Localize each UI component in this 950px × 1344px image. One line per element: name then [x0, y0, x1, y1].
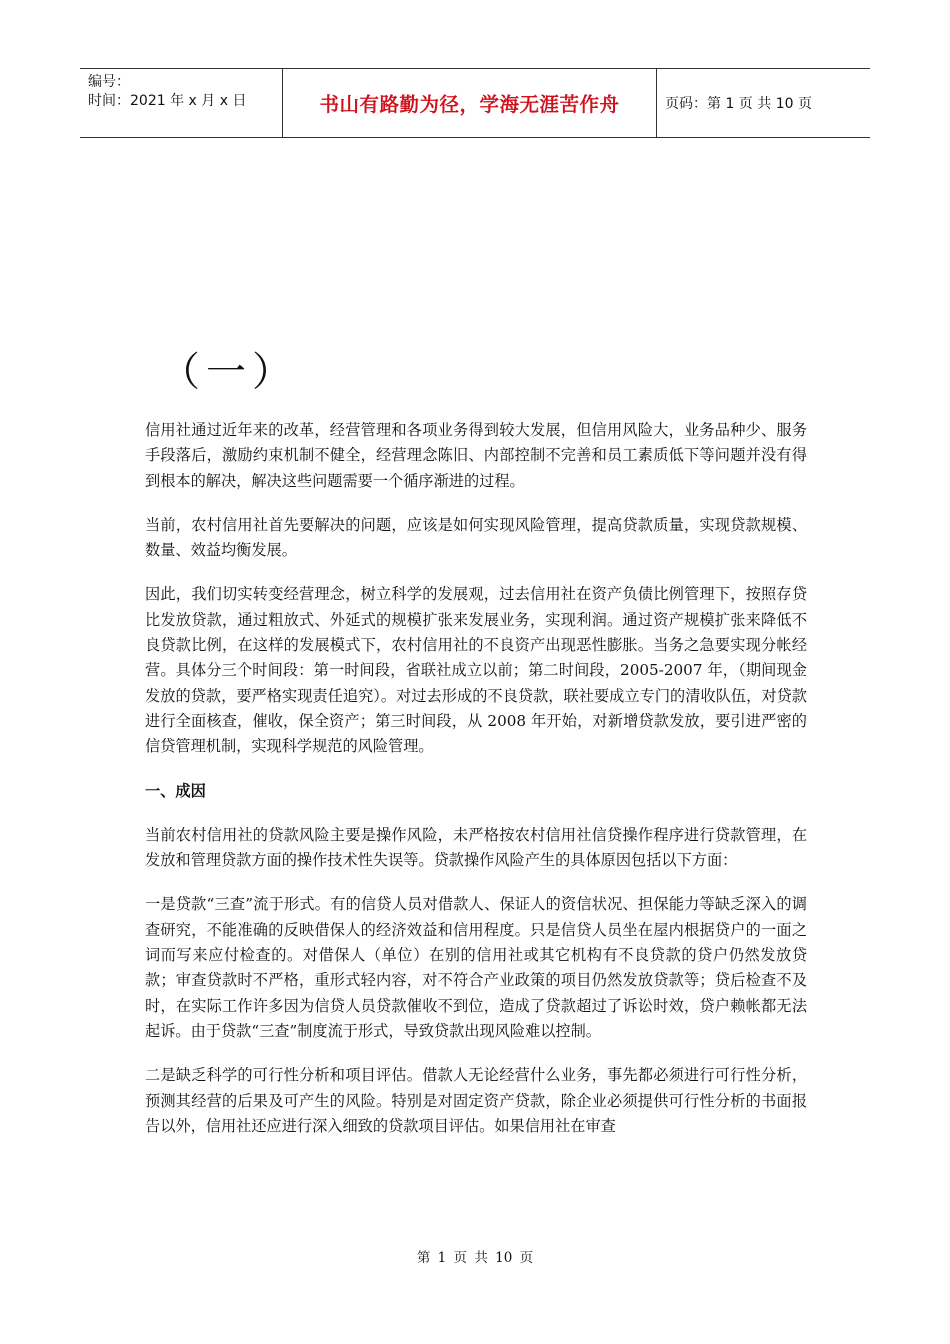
document-date: 时间：2021 年 x 月 x 日 — [88, 93, 247, 109]
body-paragraph: 当前农村信用社的贷款风险主要是操作风险，未严格按农村信用社信贷操作程序进行贷款管理，在发放和管理贷款方面的操作技术性失误等。贷款操作风险产生的具体原因包括以下方面： — [145, 825, 807, 870]
page-footer: 第 1 页 共 10 页 — [416, 1250, 534, 1266]
document-body — [145, 418, 807, 1158]
header-page-cell — [657, 69, 870, 137]
section-title: （一） — [160, 349, 298, 395]
header-page-info: 页码：第 1 页 共 10 页 — [665, 96, 812, 112]
body-paragraph: 因此，我们切实转变经营理念，树立科学的发展观，过去信用社在资产负债比例管理下，按照存贷比发放贷款，通过粗放式、外延式的规模扩张来发展业务，实现利润。通过资产规模扩张来降低不良贷款比例，在这样的发展模式下，农村信用社的不良资产出现恶性膨胀。当务之急要实现分帐经营。具体分三个时间段：第一时间段，省联社成立以前；第二时间段，2005-2007 年，（期间现金发放的贷款，要严格实现责任追究）。对过去形成的不良贷款，联社要成立专门的清收队伍，对贷款进行全面核查，催收，保全资产；第三时间段，从 2008 年开始，对新增贷款发放，要引进严密的信贷管理机制，实现科学规范的风险管理。 — [145, 585, 807, 756]
header-meta-cell — [80, 69, 283, 137]
section-heading: 一、成因 — [145, 781, 206, 800]
document-number-label: 编号： — [88, 74, 130, 90]
document-header — [80, 68, 870, 138]
header-motto-cell — [283, 69, 657, 137]
header-motto: 书山有路勤为径，学海无涯苦作舟 — [319, 93, 620, 116]
body-paragraph: 当前，农村信用社首先要解决的问题，应该是如何实现风险管理，提高贷款质量，实现贷款规模、数量、效益均衡发展。 — [145, 515, 807, 560]
body-paragraph: 信用社通过近年来的改革，经营管理和各项业务得到较大发展，但信用风险大，业务品种少、服务手段落后，激励约束机制不健全，经营理念陈旧、内部控制不完善和员工素质低下等问题并没有得到根本的解决，解决这些问题需要一个循序渐进的过程。 — [145, 421, 807, 490]
body-paragraph: 一是贷款“三查”流于形式。有的信贷人员对借款人、保证人的资信状况、担保能力等缺乏深入的调查研究，不能准确的反映借保人的经济效益和信用程度。只是信贷人员坐在屋内根据贷户的一面之词而写来应付检查的。对借保人（单位）在别的信用社或其它机构有不良贷款的贷户仍然发放贷款；审查贷款时不严格，重形式轻内容，对不符合产业政策的项目仍然发放贷款等；贷后检查不及时，在实际工作许多因为信贷人员贷款催收不到位，造成了贷款超过了诉讼时效，贷户赖帐都无法起诉。由于贷款“三查”制度流于形式，导致贷款出现风险难以控制。 — [145, 895, 807, 1040]
body-paragraph: 二是缺乏科学的可行性分析和项目评估。借款人无论经营什么业务，事先都必须进行可行性分析，预测其经营的后果及可产生的风险。特别是对固定资产贷款，除企业必须提供可行性分析的书面报告以外，信用社还应进行深入细致的贷款项目评估。如果信用社在审查 — [145, 1066, 807, 1135]
